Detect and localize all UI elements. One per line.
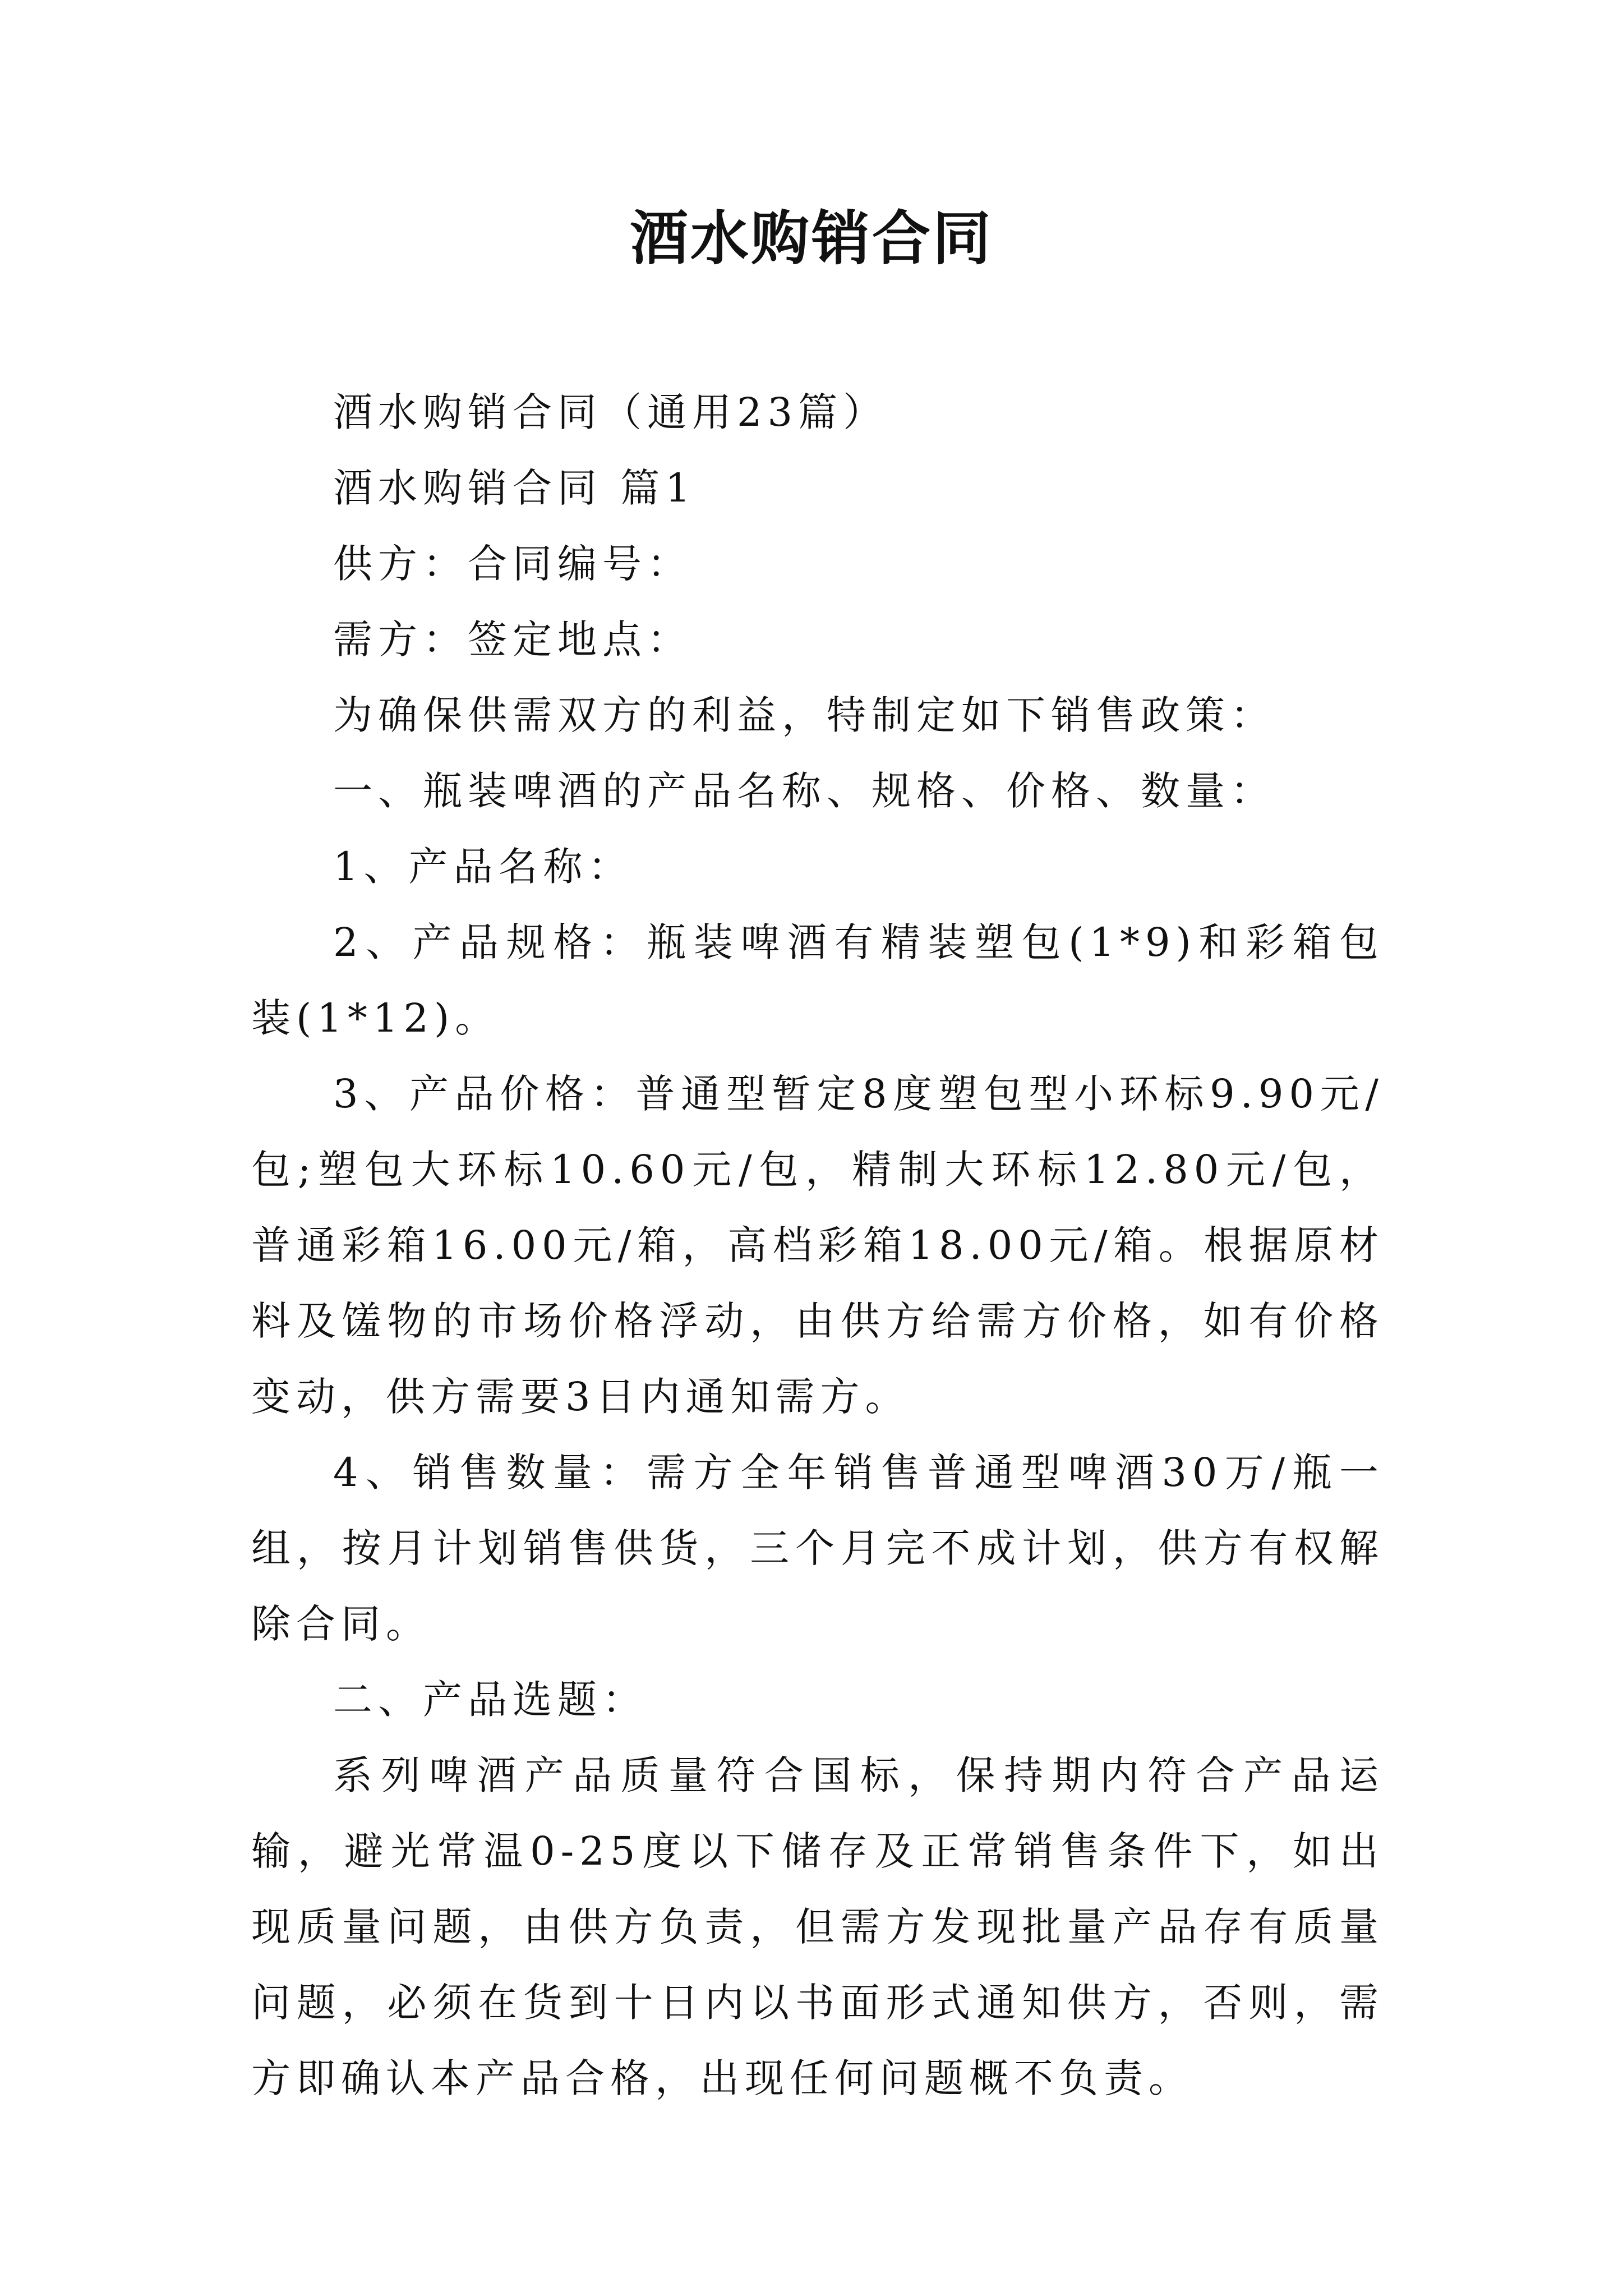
paragraph-clause-2: 二、产品选题： (333, 1677, 647, 1723)
paragraph-buyer: 需方：签定地点： (333, 616, 692, 662)
paragraph-supplier: 供方：合同编号： (333, 541, 692, 587)
paragraph-quality: 系列啤酒产品质量符合国标，保持期内符合产品运输，避光常温0-25度以下储存及正常销售条件下，如出现质量问题，由供方负责，但需方发现批量产品存有质量问题，必须在货到十日内以书面形式通知供方，否则，需方即确认本产品合格，出现任何问题概不负责。 (251, 1752, 1384, 2101)
document-body (251, 375, 1384, 2116)
paragraph-sales-quantity: 4、销售数量：需方全年销售普通型啤酒30万/瓶一组，按月计划销售供货，三个月完不成计划，供方有权解除合同。 (251, 1450, 1384, 1647)
paragraph-clause-1: 一、瓶装啤酒的产品名称、规格、价格、数量： (333, 768, 1275, 814)
paragraph-heading: 酒水购销合同（通用23篇） (333, 389, 888, 435)
paragraph-product-spec: 2、产品规格：瓶装啤酒有精装塑包(1*9)和彩箱包装(1*12)。 (251, 919, 1384, 1041)
document-title: 酒水购销合同 (629, 204, 993, 273)
paragraph-section-title: 酒水购销合同 篇1 (333, 465, 696, 511)
paragraph-product-price: 3、产品价格：普通型暂定8度塑包型小环标9.90元/包;塑包大环标10.60元/包，精制大环标12.80元/包，普通彩箱16.00元/箱，高档彩箱18.00元/箱。根据原材料及馐物的市场价格浮动，由供方给需方价格，如有价格变动，供方需要3日内通知需方。 (251, 1071, 1384, 1420)
paragraph-intro: 为确保供需双方的利益，特制定如下销售政策： (333, 692, 1275, 738)
paragraph-product-name: 1、产品名称： (333, 844, 633, 890)
